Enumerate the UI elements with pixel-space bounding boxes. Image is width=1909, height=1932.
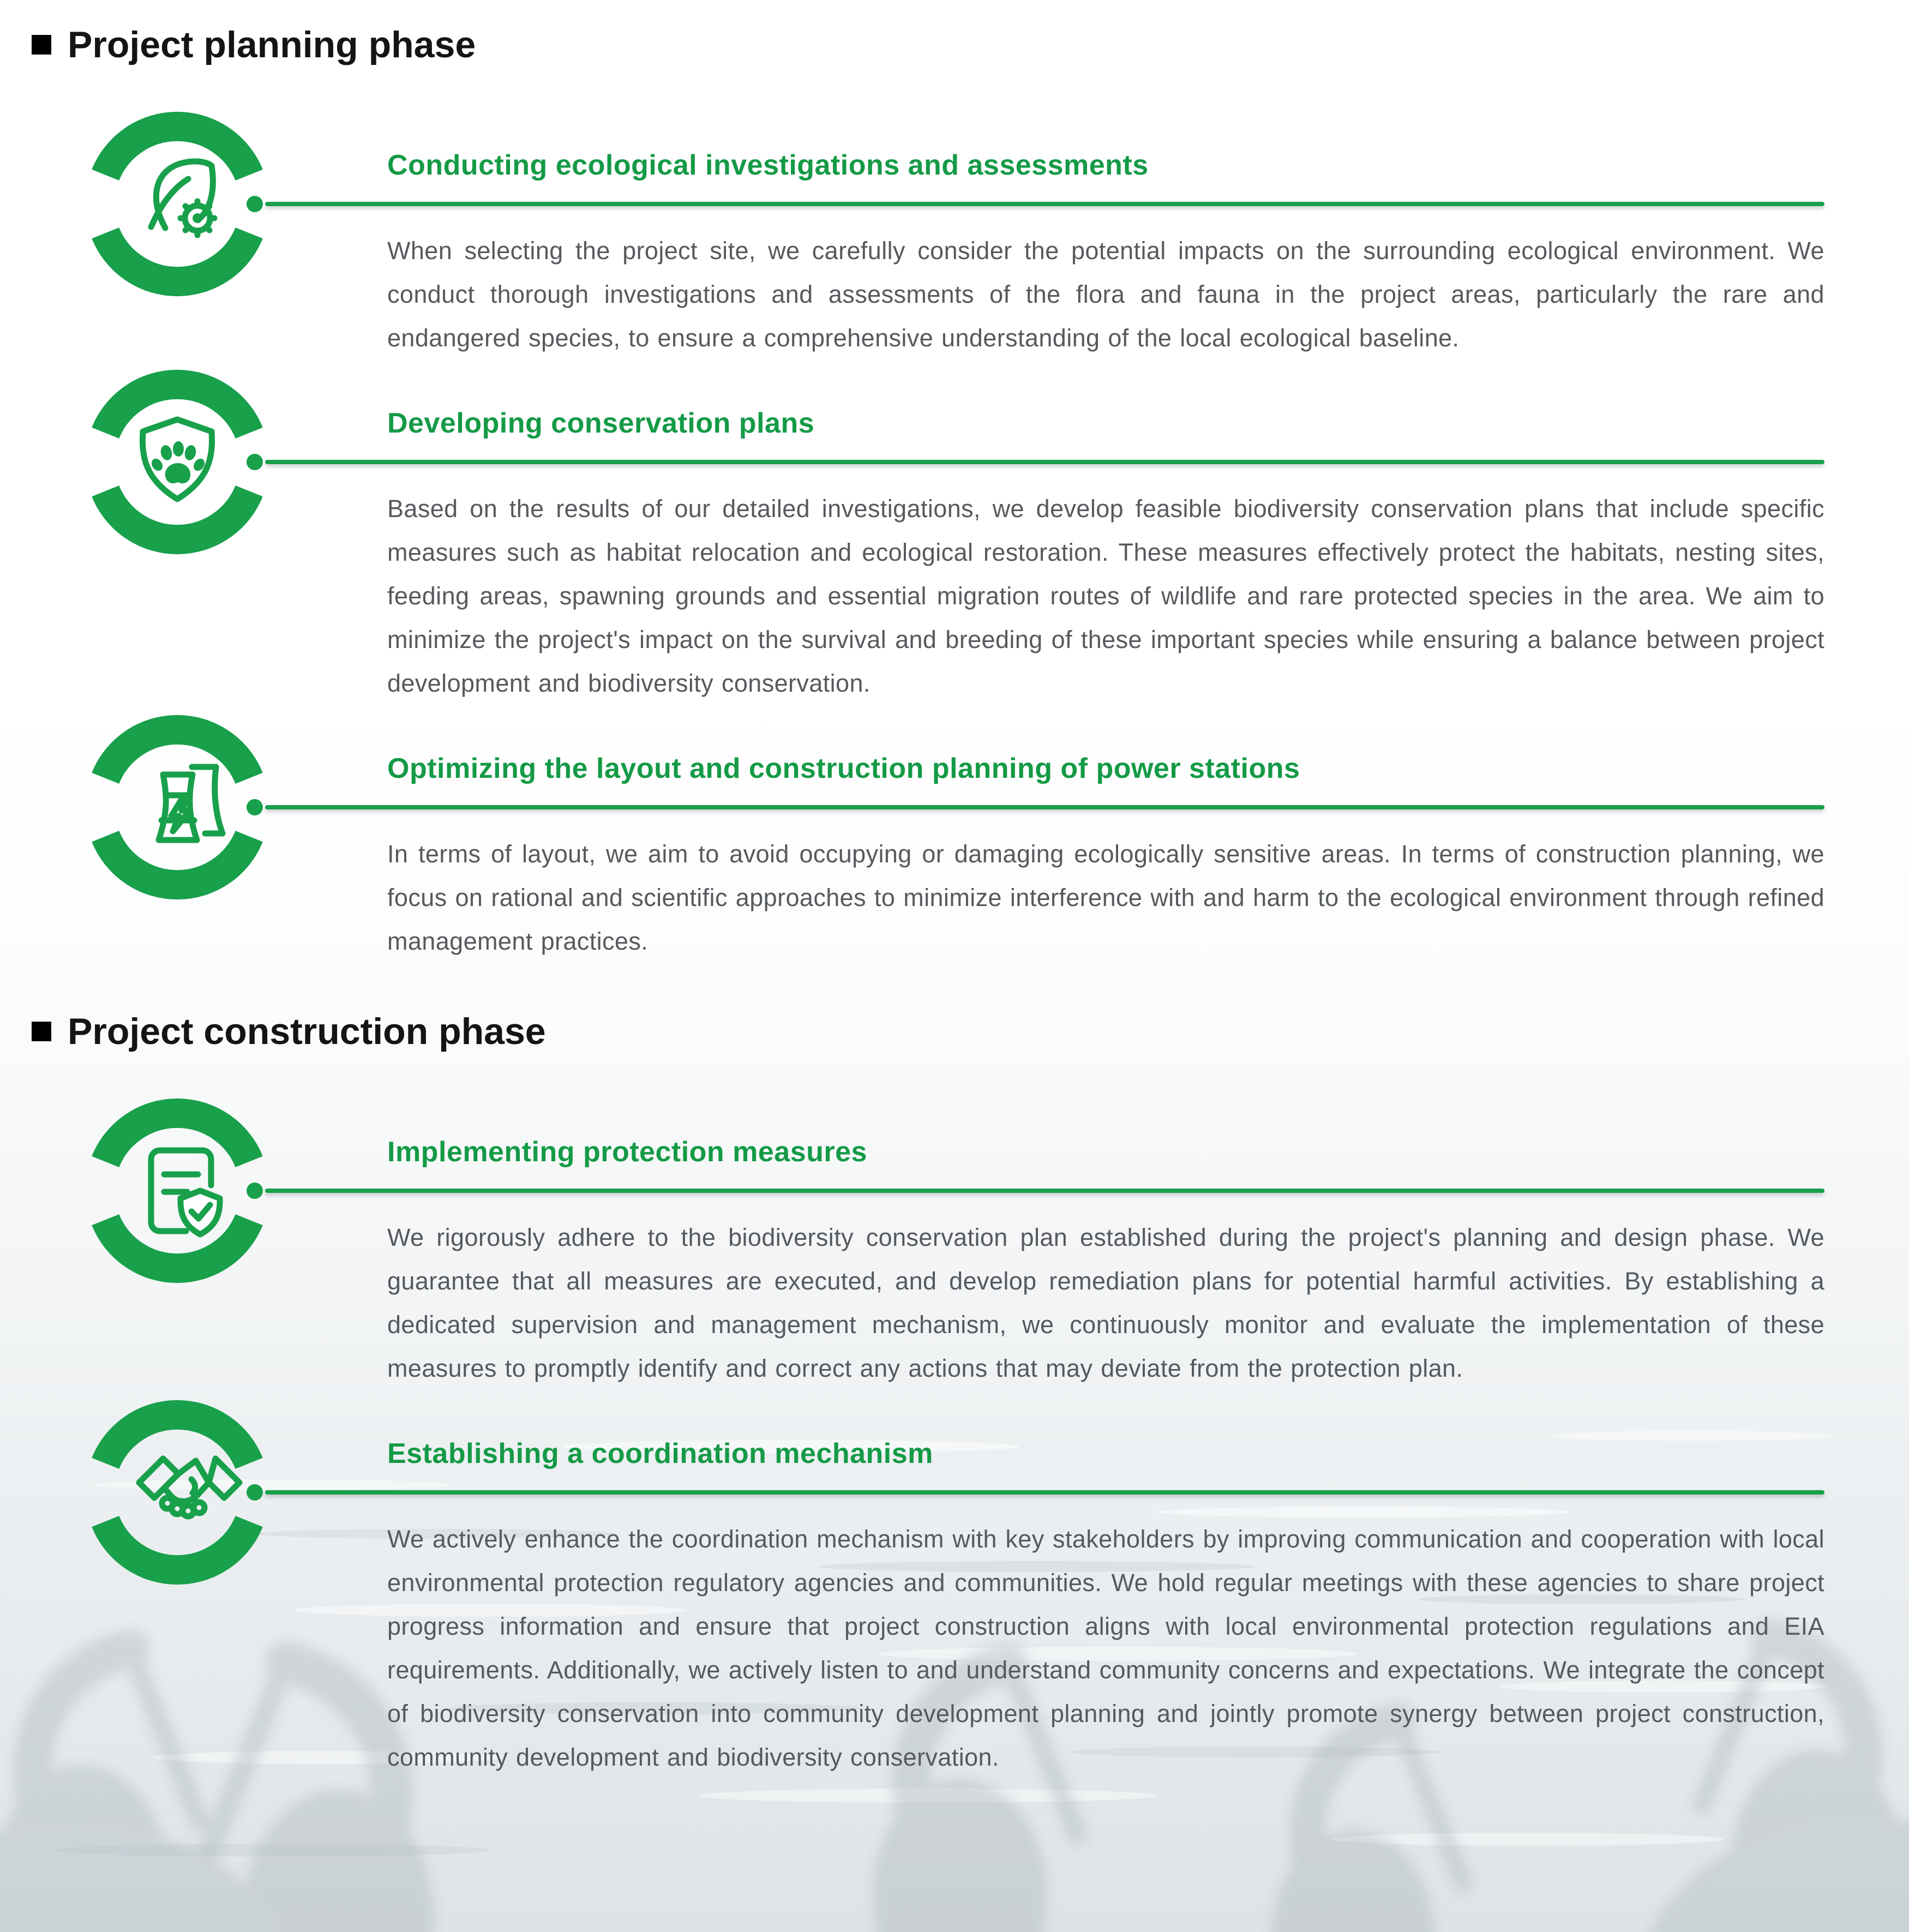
connector-dot-icon (247, 454, 263, 470)
list-item (0, 1135, 1909, 1390)
paw-shield-icon (85, 369, 270, 555)
square-bullet-icon (32, 35, 51, 55)
connector-line (265, 805, 1824, 809)
section-heading-text: Project planning phase (68, 24, 476, 65)
leaf-gear-icon (85, 111, 270, 297)
square-bullet-icon (32, 1022, 51, 1041)
power-station-icon (85, 715, 270, 900)
section-heading-text: Project construction phase (68, 1011, 546, 1052)
item-body: We rigorously adhere to the biodiversity conservation plan established during the project's planning and design phase. We guarantee that all measures are executed, and develop remediation plans for potential harmful activities. By establishing a dedicated supervision and management mechanism, we continuously monitor and evaluate the implementation of these measures to promptly identify and correct any actions that may deviate from the protection plan. (387, 1223, 1824, 1382)
section-heading (32, 1010, 1909, 1053)
section-project-planning-phase (0, 23, 1909, 963)
connector-line (265, 1189, 1824, 1193)
connector-line (265, 1490, 1824, 1495)
list-item (0, 752, 1909, 963)
item-title: Conducting ecological investigations and assessments (387, 149, 1149, 181)
item-title: Establishing a coordination mechanism (387, 1438, 933, 1469)
list-item (0, 148, 1909, 360)
item-title: Optimizing the layout and construction planning of power stations (387, 753, 1300, 784)
item-body: Based on the results of our detailed investigations, we develop feasible biodiversity conservation plans that include specific measures such as habitat relocation and ecological restoration. These measures effectively protect the habitats, nesting sites, feeding areas, spawning grounds and essential migration routes of wildlife and rare protected species in the area. We aim to minimize the project's impact on the survival and breeding of these important species while ensuring a balance between project development and biodiversity conservation. (387, 495, 1824, 697)
handshake-icon (85, 1400, 270, 1585)
connector-line (265, 460, 1824, 464)
item-title: Implementing protection measures (387, 1136, 867, 1168)
connector-dot-icon (247, 799, 263, 815)
item-title: Developing conservation plans (387, 407, 815, 439)
list-item (0, 406, 1909, 705)
item-body: When selecting the project site, we carefully consider the potential impacts on the surrounding ecological environment. We conduct thorough investigations and assessments of the flora and fauna in the project areas, particularly the rare and endangered species, to ensure a comprehensive understanding of the local ecological baseline. (387, 237, 1824, 352)
connector-dot-icon (247, 196, 263, 212)
connector-line (265, 202, 1824, 206)
connector-dot-icon (247, 1183, 263, 1199)
section-project-construction-phase (0, 1010, 1909, 1779)
document-shield-icon (85, 1098, 270, 1283)
item-body: We actively enhance the coordination mechanism with key stakeholders by improving communication and cooperation with local environmental protection regulatory agencies and communities. We hold regular meetings with these agencies to share project progress information and ensure that project construction aligns with local environmental protection regulations and EIA requirements. Additionally, we actively listen to and understand community concerns and expectations. We integrate the concept of biodiversity conservation into community development planning and jointly promote synergy between project construction, community development and biodiversity conservation. (387, 1525, 1824, 1771)
list-item (0, 1437, 1909, 1779)
item-body: In terms of layout, we aim to avoid occupying or damaging ecologically sensitive areas. In terms of construction planning, we focus on rational and scientific approaches to minimize interference with and harm to the ecological environment through refined management practices. (387, 840, 1824, 955)
connector-dot-icon (247, 1484, 263, 1501)
section-heading (32, 23, 1909, 67)
